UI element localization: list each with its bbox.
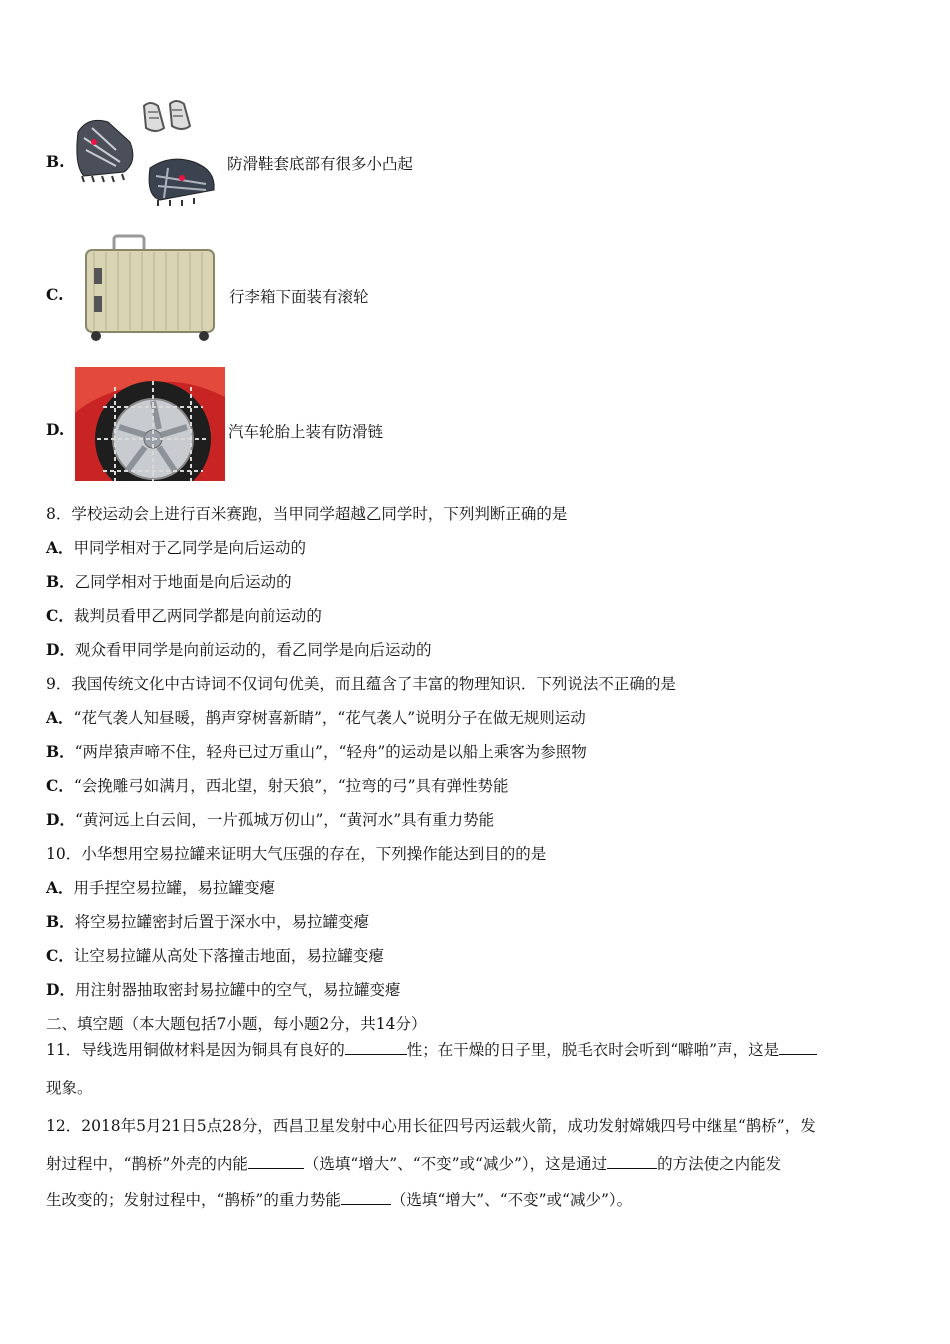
question-9-option-c: C．“会挽雕弓如满月，西北望，射天狼”，“拉弯的弓”具有弹性势能 [46,776,509,795]
option-c-row [46,285,76,304]
option-letter: B. [46,152,65,171]
question-10-option-b: B．将空易拉罐密封后置于深水中，易拉罐变瘪 [46,912,370,931]
question-12-line-1: 12．2018年5月21日5点28分，西昌卫星发射中心用长征四号丙运载火箭，成功发射嫦娥四号中继星“鹊桥”，发 [46,1117,816,1135]
option-letter: C. [46,285,64,304]
option-text: 汽车轮胎上装有防滑链 [228,423,384,441]
option-text: 防滑鞋套底部有很多小凸起 [227,155,414,173]
question-9-option-b: B．“两岸猿声啼不住，轻舟已过万重山”，“轻舟”的运动是以船上乘客为参照物 [46,742,587,761]
question-12-line-3: 生改变的；发射过程中，“鹊桥”的重力势能 （选填“增大”、“不变”或“减少”）。 [46,1191,633,1209]
question-11-line-2: 现象。 [46,1079,93,1097]
question-8-option-d: D．观众看甲同学是向前运动的，看乙同学是向后运动的 [46,640,432,659]
option-text: 行李箱下面装有滚轮 [229,288,369,306]
section-2-title: 二、填空题（本大题包括7小题，每小题2分，共14分） [46,1015,427,1033]
answer-blank[interactable] [248,1154,304,1169]
option-d-row [46,420,76,439]
question-8-option-b: B．乙同学相对于地面是向后运动的 [46,572,292,591]
tire-with-snow-chain-image [75,367,225,481]
answer-blank[interactable] [779,1040,817,1055]
question-10-option-d: D．用注射器抽取密封易拉罐中的空气，易拉罐变瘪 [46,980,401,999]
question-8-option-a: A．甲同学相对于乙同学是向后运动的 [46,538,307,557]
answer-blank[interactable] [345,1040,407,1055]
answer-blank[interactable] [607,1154,657,1169]
question-8-option-c: C．裁判员看甲乙两同学都是向前运动的 [46,606,322,625]
question-10-stem: 10．小华想用空易拉罐来证明大气压强的存在，下列操作能达到目的的是 [46,845,547,863]
question-12-line-2: 射过程中，“鹊桥”外壳的内能 （选填“增大”、“不变”或“减少”），这是通过 的方法使之内能发 [46,1155,782,1173]
question-10-option-c: C．让空易拉罐从高处下落撞击地面，易拉罐变瘪 [46,946,384,965]
question-9-option-a: A．“花气袭人知昼暖，鹊声穿树喜新睛”，“花气袭人”说明分子在做无规则运动 [46,708,586,727]
question-9-option-d: D．“黄河远上白云间，一片孤城万仞山”，“黄河水”具有重力势能 [46,810,495,829]
question-11-line-1: 11．导线选用铜做材料是因为铜具有良好的 性；在干燥的日子里，脱毛衣时会听到“噼啪”声，这是 [46,1040,817,1060]
anti-slip-shoe-cover-image [72,98,220,210]
question-8-stem: 8．学校运动会上进行百米赛跑，当甲同学超越乙同学时，下列判断正确的是 [46,505,568,523]
answer-blank[interactable] [341,1190,391,1205]
suitcase-with-wheels-image [80,234,220,342]
option-letter: D. [46,420,65,439]
question-10-option-a: A．用手捏空易拉罐，易拉罐变瘪 [46,878,276,897]
question-9-stem: 9．我国传统文化中古诗词不仅词句优美，而且蕴含了丰富的物理知识．下列说法不正确的是 [46,675,676,693]
